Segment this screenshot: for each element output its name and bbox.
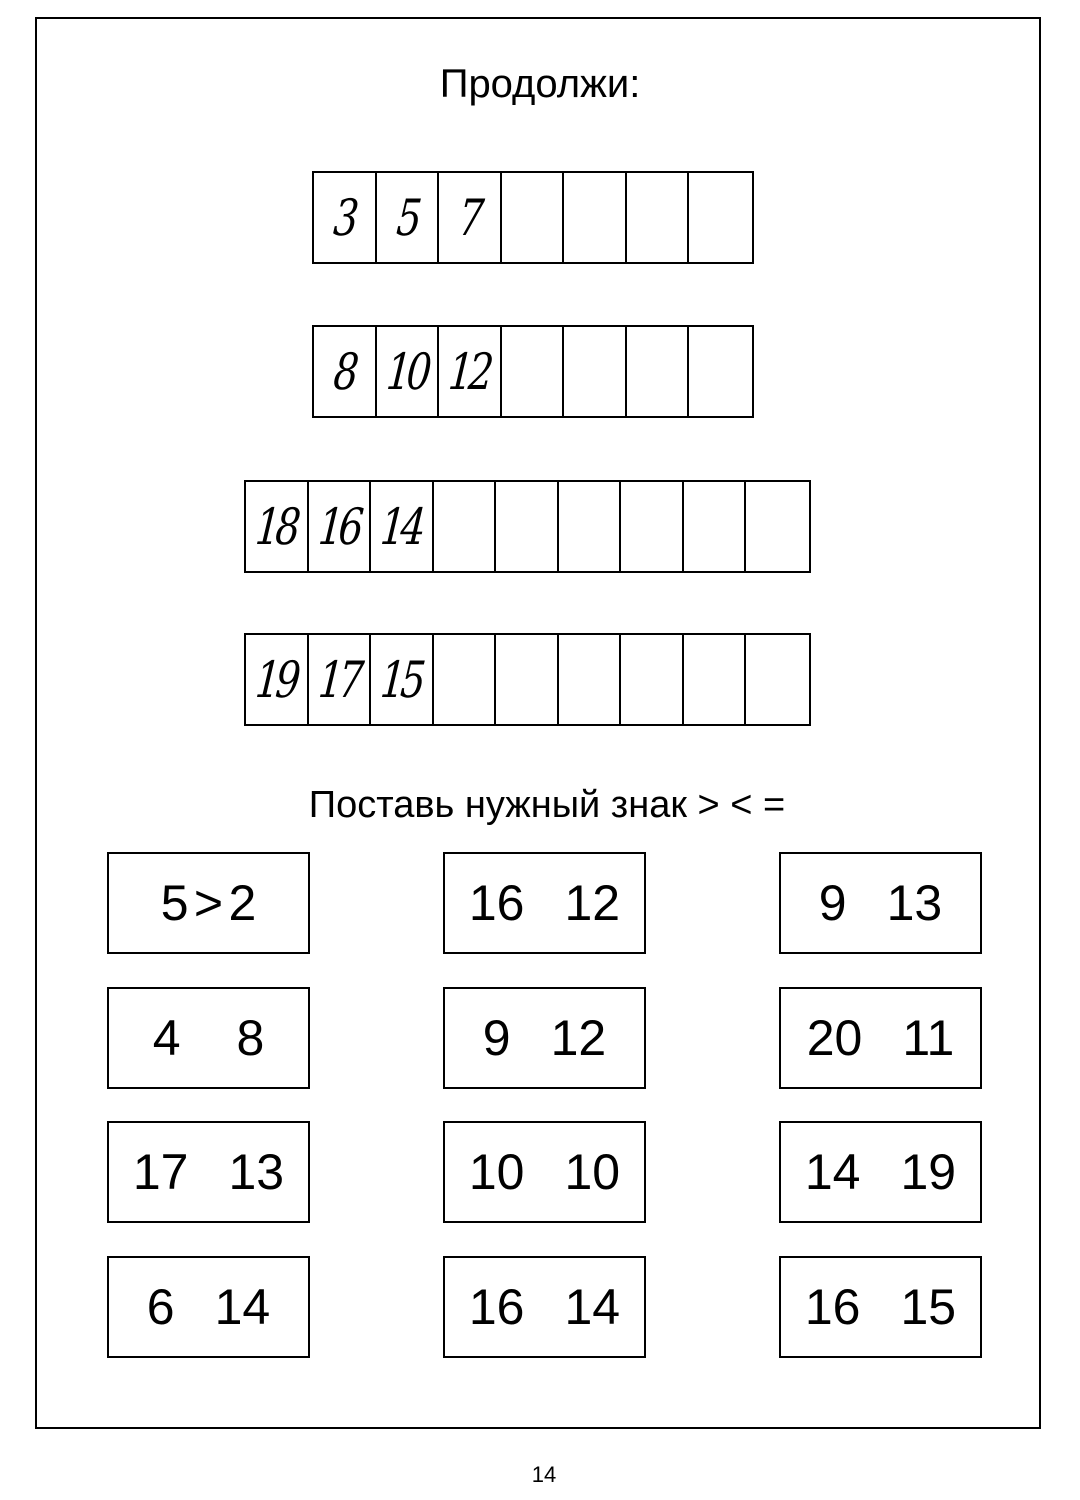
sequence-value: 7 (456, 188, 482, 247)
comparison-left-number: 10 (468, 1144, 525, 1200)
sequence-cell (377, 327, 440, 416)
comparison-left-number: 20 (806, 1010, 863, 1066)
comparison-left-number: 14 (804, 1144, 861, 1200)
sequence-cell (371, 482, 434, 571)
comparison-box[interactable] (443, 1121, 646, 1223)
sequence-row-2 (312, 325, 754, 418)
sequence-blank-cell[interactable] (496, 635, 559, 724)
sequence-value: 5 (394, 188, 420, 247)
sequence-blank-cell[interactable] (627, 173, 690, 262)
sequence-value: 10 (384, 342, 430, 401)
sequence-cell (309, 482, 372, 571)
sequence-blank-cell[interactable] (434, 482, 497, 571)
comparison-left-number: 16 (468, 875, 525, 931)
comparison-left-number: 6 (146, 1279, 175, 1335)
sequence-blank-cell[interactable] (627, 327, 690, 416)
sequence-blank-cell[interactable] (564, 327, 627, 416)
sequence-value: 8 (331, 342, 357, 401)
sequence-cell (246, 635, 309, 724)
sequence-cell (377, 173, 440, 262)
sequence-cell (314, 327, 377, 416)
sequence-blank-cell[interactable] (559, 635, 622, 724)
comparison-left-number: 16 (804, 1279, 861, 1335)
sequence-blank-cell[interactable] (689, 173, 752, 262)
comparison-box[interactable] (107, 852, 310, 954)
comparison-right-number: 8 (236, 1010, 265, 1066)
comparison-right-number: 13 (886, 875, 943, 931)
comparison-sign: > (193, 875, 224, 931)
comparison-right-number: 10 (564, 1144, 621, 1200)
sequence-value: 18 (253, 497, 299, 556)
sequence-blank-cell[interactable] (559, 482, 622, 571)
comparison-left-number: 9 (482, 1010, 511, 1066)
comparison-left-number: 5 (160, 875, 189, 931)
sequence-value: 12 (446, 342, 492, 401)
sequence-value: 3 (331, 188, 357, 247)
sequence-blank-cell[interactable] (434, 635, 497, 724)
comparison-right-number: 11 (902, 1010, 955, 1066)
page-title: Продолжи: (439, 62, 641, 106)
comparison-box[interactable] (443, 1256, 646, 1358)
sequence-row-1 (312, 171, 754, 264)
sequence-cell (439, 173, 502, 262)
sequence-value: 14 (378, 497, 424, 556)
sequence-blank-cell[interactable] (496, 482, 559, 571)
comparison-box[interactable] (779, 1121, 982, 1223)
sequence-value: 17 (316, 650, 362, 709)
comparison-left-number: 4 (152, 1010, 181, 1066)
comparison-box[interactable] (779, 1256, 982, 1358)
sequence-blank-cell[interactable] (621, 635, 684, 724)
comparison-right-number: 13 (228, 1144, 285, 1200)
comparison-box[interactable] (443, 852, 646, 954)
sequence-cell (309, 635, 372, 724)
sequence-blank-cell[interactable] (746, 482, 809, 571)
sequence-blank-cell[interactable] (746, 635, 809, 724)
comparison-left-number: 17 (132, 1144, 189, 1200)
sequence-blank-cell[interactable] (502, 173, 565, 262)
sequence-blank-cell[interactable] (564, 173, 627, 262)
comparison-right-number: 15 (900, 1279, 957, 1335)
comparison-right-number: 19 (900, 1144, 957, 1200)
comparison-right-number: 12 (564, 875, 621, 931)
sequence-blank-cell[interactable] (684, 482, 747, 571)
sequence-row-3 (244, 480, 811, 573)
sequence-value: 16 (316, 497, 362, 556)
sequence-cell (314, 173, 377, 262)
sequence-row-4 (244, 633, 811, 726)
sequence-blank-cell[interactable] (684, 635, 747, 724)
sequence-value: 19 (253, 650, 299, 709)
section-subtitle: Поставь нужный знак > < = (308, 784, 786, 826)
comparison-right-number: 14 (564, 1279, 621, 1335)
sequence-cell (439, 327, 502, 416)
sequence-cell (246, 482, 309, 571)
comparison-left-number: 9 (818, 875, 847, 931)
sequence-value: 15 (378, 650, 424, 709)
comparison-box[interactable] (107, 1121, 310, 1223)
comparison-right-number: 12 (550, 1010, 607, 1066)
comparison-box[interactable] (107, 1256, 310, 1358)
comparison-box[interactable] (779, 852, 982, 954)
comparison-box[interactable] (443, 987, 646, 1089)
sequence-blank-cell[interactable] (689, 327, 752, 416)
comparison-right-number: 14 (214, 1279, 271, 1335)
comparison-right-number: 2 (228, 875, 257, 931)
sequence-blank-cell[interactable] (621, 482, 684, 571)
comparison-box[interactable] (779, 987, 982, 1089)
page-number: 14 (531, 1462, 557, 1487)
sequence-cell (371, 635, 434, 724)
comparison-left-number: 16 (468, 1279, 525, 1335)
comparison-box[interactable] (107, 987, 310, 1089)
sequence-blank-cell[interactable] (502, 327, 565, 416)
